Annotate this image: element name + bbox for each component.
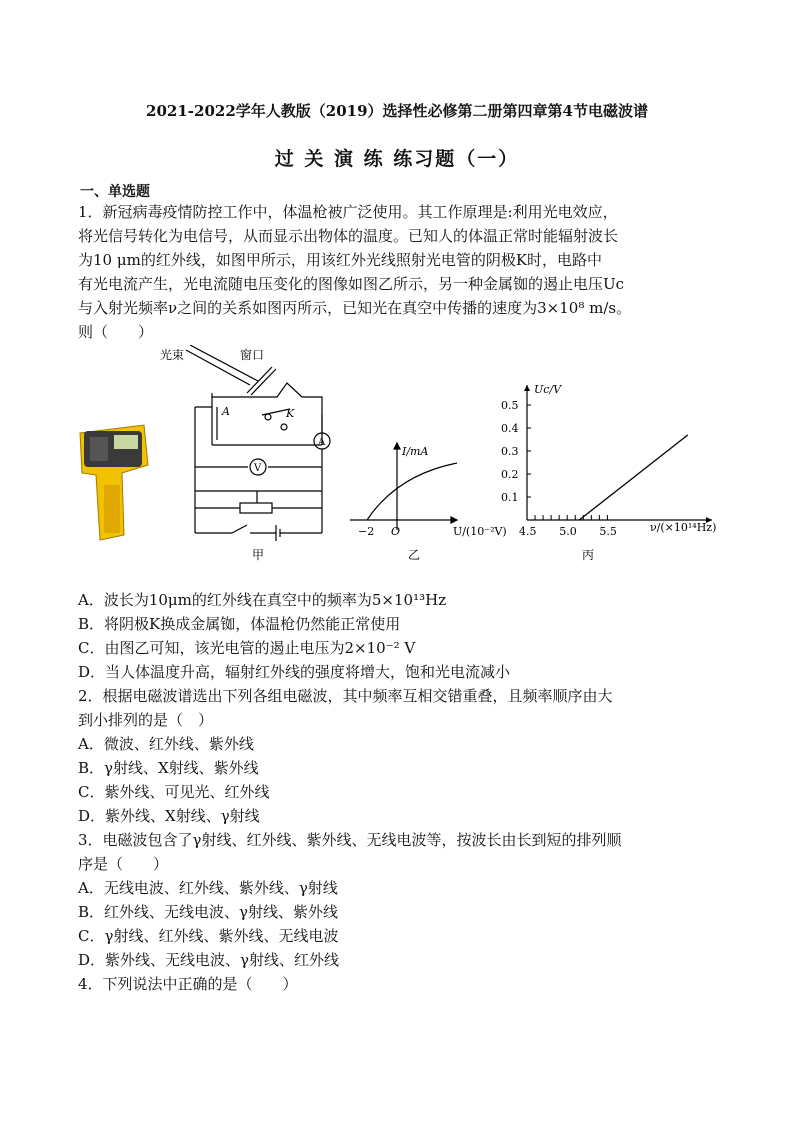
q2-option-d: D．紫外线、X射线、γ射线	[78, 807, 260, 825]
q3-option-c: C．γ射线、红外线、紫外线、无线电波	[78, 927, 339, 945]
ammeter-label: A	[318, 437, 326, 448]
beam-label: 光束	[160, 348, 185, 362]
caption-bing: 丙	[582, 548, 595, 562]
q1-line: 将光信号转化为电信号，从而显示出物体的温度。已知人的体温正常时能辐射波长	[78, 227, 619, 245]
q1-line: 有光电流产生，光电流随电压变化的图像如图乙所示，另一种金属铷的遏止电压Uc	[78, 275, 625, 293]
graph-bing-ylabel: Uc/V	[534, 383, 562, 396]
q1-line: 则（ ）	[78, 323, 154, 341]
q1-option-d: D．当人体温度升高，辐射红外线的强度将增大，饱和光电流减小	[78, 663, 511, 681]
cathode-label: K	[286, 407, 295, 420]
y-tick-label: 0.2	[501, 468, 519, 481]
uc-line	[579, 435, 688, 520]
x-tick-label: 5.5	[599, 525, 617, 538]
q1-option-c: C．由图乙可知，该光电管的遏止电压为2×10⁻² V	[78, 639, 416, 657]
section-heading: 一、单选题	[80, 184, 150, 200]
graph-yi-origin: O	[391, 525, 401, 538]
caption-yi: 乙	[408, 548, 421, 562]
q2-option-a: A．微波、红外线、紫外线	[78, 735, 254, 753]
x-tick-label: 5.0	[559, 525, 577, 538]
q3-option-d: D．紫外线、无线电波、γ射线、红外线	[78, 951, 339, 969]
document-title: 2021-2022学年人教版（2019）选择性必修第二册第四章第4节电磁波谱	[146, 102, 648, 120]
q2-option-c: C．紫外线、可见光、红外线	[78, 783, 270, 801]
q1-figures	[72, 345, 752, 565]
caption-jia: 甲	[252, 548, 265, 562]
q3-option-b: B．红外线、无线电波、γ射线、紫外线	[78, 903, 338, 921]
y-tick-label: 0.4	[501, 422, 519, 435]
graph-bing-xlabel: ν/(×10¹⁴Hz)	[650, 521, 717, 534]
x-tick-label: 4.5	[519, 525, 537, 538]
q1-option-a: A．波长为10μm的红外线在真空中的频率为5×10¹³Hz	[78, 591, 447, 609]
graph-yi-xlabel: U/(10⁻²V)	[453, 525, 507, 538]
y-tick-label: 0.5	[501, 399, 519, 412]
thermometer-gun-image	[80, 425, 148, 540]
y-tick-label: 0.1	[501, 491, 519, 504]
graph-yi-ylabel: I/mA	[402, 445, 429, 458]
q1-line: 为10 μm的红外线，如图甲所示，用该红外光线照射光电管的阴极K时，电路中	[78, 251, 603, 269]
circuit-diagram	[186, 345, 330, 541]
q2-line: 到小排列的是（ ）	[78, 711, 214, 729]
q4-line: 4．下列说法中正确的是（ ）	[78, 975, 298, 993]
q1-option-b: B．将阴极K换成金属铷，体温枪仍然能正常使用	[78, 615, 401, 633]
q3-line: 序是（ ）	[78, 855, 169, 873]
y-axis-arrow	[524, 385, 530, 391]
q3-option-a: A．无线电波、红外线、紫外线、γ射线	[78, 879, 338, 897]
q1-line: 与入射光频率ν之间的关系如图丙所示，已知光在真空中传播的速度为3×10⁸ m/s。	[78, 299, 632, 317]
document-subtitle: 过 关 演 练 练习题（一）	[274, 148, 520, 170]
graph-yi-tick: −2	[358, 525, 375, 538]
q2-option-b: B．γ射线、X射线、紫外线	[78, 759, 259, 777]
q3-line: 3．电磁波包含了γ射线、红外线、紫外线、无线电波等，按波长由长到短的排列顺	[78, 831, 622, 849]
q2-line: 2．根据电磁波谱选出下列各组电磁波，其中频率互相交错重叠，且频率顺序由大	[78, 687, 613, 705]
y-tick-label: 0.3	[501, 445, 519, 458]
graph-bing	[501, 385, 712, 538]
anode-label: A	[222, 405, 230, 418]
q1-line: 1．新冠病毒疫情防控工作中，体温枪被广泛使用。其工作原理是:利用光电效应，	[78, 203, 618, 221]
voltmeter-label: V	[254, 463, 262, 474]
window-label: 窗口	[240, 348, 265, 362]
